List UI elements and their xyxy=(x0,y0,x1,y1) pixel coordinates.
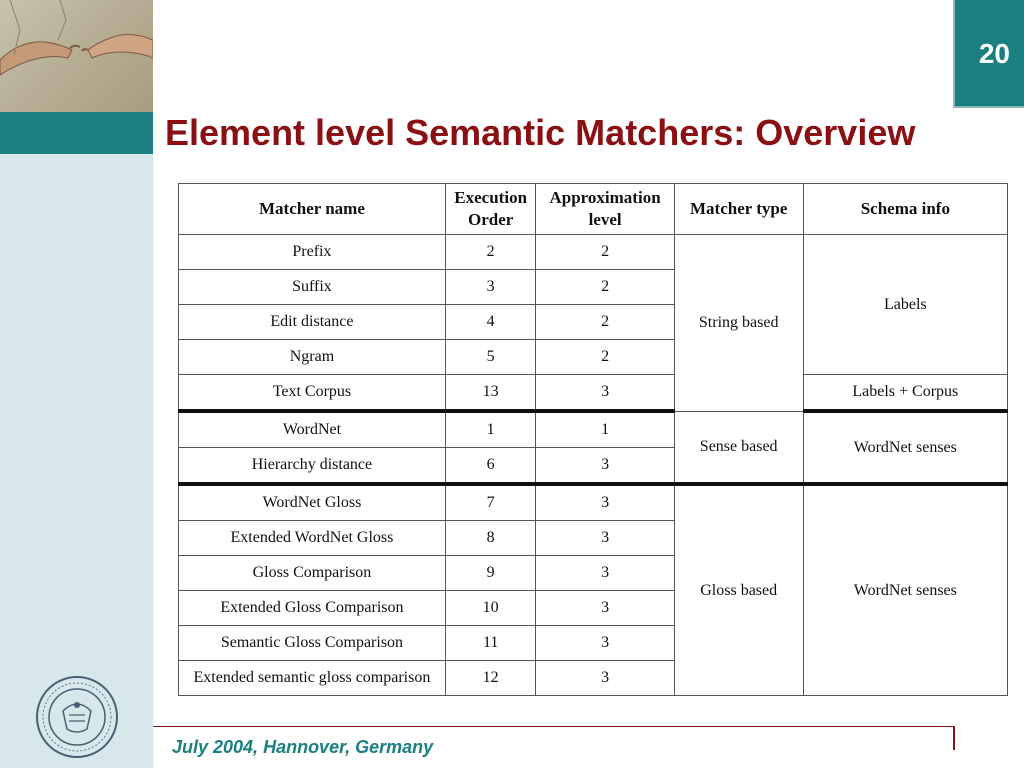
cell-approximation-level: 1 xyxy=(536,411,674,448)
header-approximation-level: Approximation level xyxy=(536,184,674,235)
cell-matcher-name: Hierarchy distance xyxy=(179,448,446,485)
cell-matcher-name: Text Corpus xyxy=(179,375,446,412)
cell-execution-order: 5 xyxy=(445,340,536,375)
cell-execution-order: 8 xyxy=(445,521,536,556)
cell-matcher-name: Extended WordNet Gloss xyxy=(179,521,446,556)
cell-approximation-level: 3 xyxy=(536,375,674,412)
table-row xyxy=(179,411,1008,448)
cell-approximation-level: 2 xyxy=(536,270,674,305)
cell-matcher-name: Extended semantic gloss comparison xyxy=(179,661,446,696)
cell-matcher-name: Gloss Comparison xyxy=(179,556,446,591)
header-execution-order: Execution Order xyxy=(445,184,536,235)
cell-matcher-name: WordNet xyxy=(179,411,446,448)
cell-execution-order: 9 xyxy=(445,556,536,591)
cell-approximation-level: 3 xyxy=(536,626,674,661)
cell-approximation-level: 3 xyxy=(536,448,674,485)
cell-approximation-level: 2 xyxy=(536,305,674,340)
cell-matcher-type-string: String based xyxy=(674,235,803,412)
footer-divider xyxy=(153,726,955,727)
cell-execution-order: 3 xyxy=(445,270,536,305)
cell-execution-order: 4 xyxy=(445,305,536,340)
table-row xyxy=(179,484,1008,521)
cell-execution-order: 1 xyxy=(445,411,536,448)
cell-matcher-name: Extended Gloss Comparison xyxy=(179,591,446,626)
cell-matcher-type-gloss: Gloss based xyxy=(674,484,803,696)
table-row xyxy=(179,235,1008,270)
cell-schema-labels: Labels xyxy=(803,235,1007,375)
cell-matcher-name: Edit distance xyxy=(179,305,446,340)
footer-text: July 2004, Hannover, Germany xyxy=(172,737,434,757)
cell-matcher-name: Semantic Gloss Comparison xyxy=(179,626,446,661)
cell-execution-order: 6 xyxy=(445,448,536,485)
cell-approximation-level: 3 xyxy=(536,661,674,696)
creation-of-adam-image xyxy=(0,0,153,112)
page-number: 20 xyxy=(978,38,1010,69)
header-schema-info: Schema info xyxy=(803,184,1007,235)
cell-execution-order: 10 xyxy=(445,591,536,626)
header-matcher-type: Matcher type xyxy=(674,184,803,235)
cell-matcher-name: Ngram xyxy=(179,340,446,375)
cell-schema-wordnet-senses: WordNet senses xyxy=(803,411,1007,484)
cell-execution-order: 12 xyxy=(445,661,536,696)
cell-approximation-level: 2 xyxy=(536,340,674,375)
cell-matcher-type-sense: Sense based xyxy=(674,411,803,484)
slide-title: Element level Semantic Matchers: Overview xyxy=(165,112,916,153)
footer-divider-tick xyxy=(953,726,955,750)
cell-execution-order: 13 xyxy=(445,375,536,412)
cell-matcher-name: Prefix xyxy=(179,235,446,270)
cell-execution-order: 11 xyxy=(445,626,536,661)
cell-matcher-name: Suffix xyxy=(179,270,446,305)
cell-schema-labels-corpus: Labels + Corpus xyxy=(803,375,1007,412)
cell-approximation-level: 3 xyxy=(536,591,674,626)
page-number-box xyxy=(953,0,1024,108)
table-row xyxy=(179,375,1008,412)
university-seal-logo xyxy=(35,675,119,759)
matchers-table xyxy=(178,183,1008,696)
table-header-row xyxy=(179,184,1008,235)
cell-approximation-level: 2 xyxy=(536,235,674,270)
cell-approximation-level: 3 xyxy=(536,521,674,556)
cell-schema-wordnet-senses: WordNet senses xyxy=(803,484,1007,696)
cell-execution-order: 2 xyxy=(445,235,536,270)
left-teal-bar xyxy=(0,112,153,154)
cell-approximation-level: 3 xyxy=(536,484,674,521)
cell-matcher-name: WordNet Gloss xyxy=(179,484,446,521)
cell-approximation-level: 3 xyxy=(536,556,674,591)
header-matcher-name: Matcher name xyxy=(179,184,446,235)
cell-execution-order: 7 xyxy=(445,484,536,521)
